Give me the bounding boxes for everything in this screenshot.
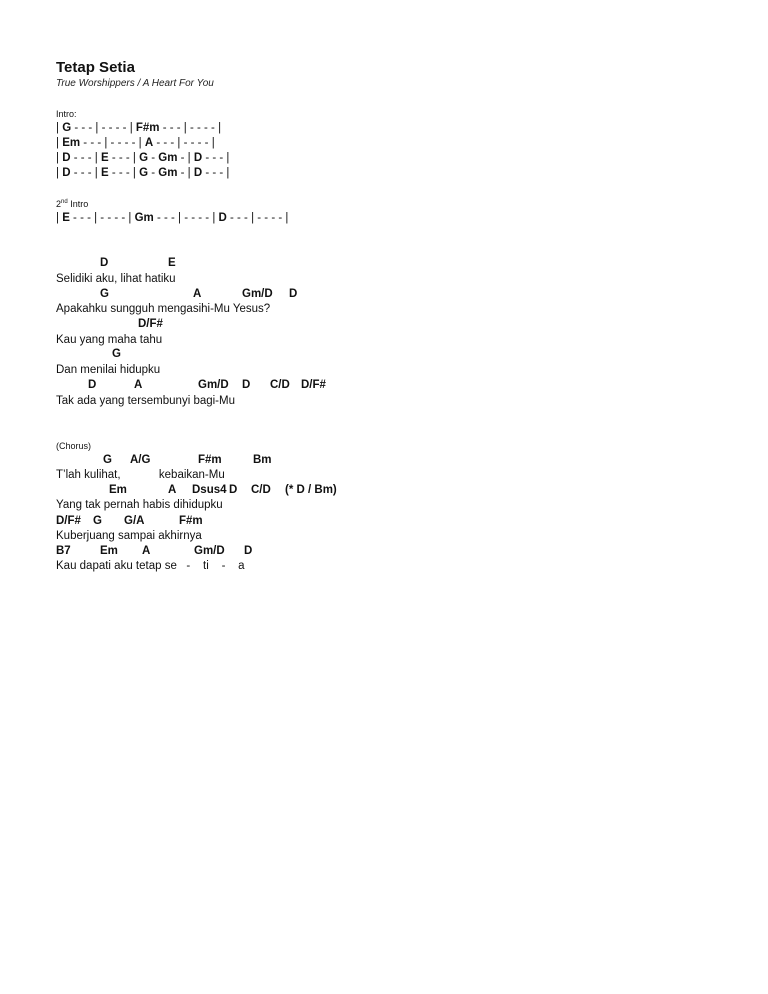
chord-symbol: E xyxy=(62,212,70,224)
chord-symbol: G xyxy=(139,167,149,179)
chord-symbol: G/A xyxy=(124,515,145,527)
intro2-label-sup: nd xyxy=(61,199,68,205)
chord-symbol: Gm xyxy=(158,167,178,179)
intro2-bar-line xyxy=(56,213,288,225)
chord-symbol: D xyxy=(193,167,203,179)
bar-separator: - - - | xyxy=(108,152,140,164)
chord-symbol: C/D xyxy=(270,379,290,391)
chord-symbol: D/F# xyxy=(138,318,163,330)
lyric-line: Kau yang maha tahu xyxy=(56,334,163,346)
chord-symbol: D xyxy=(88,379,97,391)
bar-separator: - - - | xyxy=(70,167,101,179)
intro-bar-line xyxy=(56,138,215,150)
song-subtitle: True Worshippers / A Heart For You xyxy=(56,78,214,89)
chord-symbol: Gm/D xyxy=(242,288,273,300)
bar-separator: - - - | - - - - | xyxy=(226,212,289,224)
chord-symbol: E xyxy=(100,152,109,164)
lyric-line: Yang tak pernah habis dihidupku xyxy=(56,499,223,511)
chord-symbol: F#m xyxy=(179,515,203,527)
chord-symbol: D xyxy=(62,152,71,164)
intro2-label-number: 2 xyxy=(56,199,62,209)
bar-separator: - | xyxy=(177,152,194,164)
chord-symbol: G xyxy=(139,152,149,164)
bar-separator: - - - | - - - - | xyxy=(80,137,145,149)
chord-symbol: E xyxy=(168,257,176,269)
chorus-label: (Chorus) xyxy=(56,441,92,451)
lyric-line: Kau dapati aku tetap se - ti - a xyxy=(56,560,245,572)
chord-symbol: D xyxy=(193,152,203,164)
lyric-line: Tak ada yang tersembunyi bagi-Mu xyxy=(56,395,235,407)
chord-symbol: Gm/D xyxy=(194,545,225,557)
chord-symbol: A xyxy=(142,545,151,557)
chord-symbol: C/D xyxy=(251,484,271,496)
chord-symbol: A xyxy=(144,137,154,149)
chord-symbol: D xyxy=(229,484,238,496)
chord-symbol: F#m xyxy=(135,122,160,134)
chord-symbol: Dsus4 xyxy=(192,484,227,496)
intro-bar-line xyxy=(56,123,221,135)
chord-symbol: D xyxy=(289,288,298,300)
bar-separator: | xyxy=(56,122,63,134)
chord-symbol: D/F# xyxy=(301,379,326,391)
bar-separator: | xyxy=(56,137,63,149)
chord-symbol: G xyxy=(100,288,109,300)
lyric-line: Apakahku sungguh mengasihi-Mu Yesus? xyxy=(56,303,271,315)
intro2-label xyxy=(56,199,88,209)
chord-symbol: A xyxy=(134,379,143,391)
chord-symbol: F#m xyxy=(198,454,222,466)
bar-separator: | xyxy=(56,167,63,179)
bar-separator: - - - | xyxy=(202,167,230,179)
chord-symbol: D xyxy=(218,212,227,224)
chord-symbol: D xyxy=(244,545,253,557)
chord-symbol: D xyxy=(242,379,251,391)
lyric-line: Selidiki aku, lihat hatiku xyxy=(56,273,176,285)
chord-symbol: G xyxy=(112,348,121,360)
bar-separator: - - - | - - - - | xyxy=(153,212,219,224)
chord-symbol: A xyxy=(193,288,202,300)
song-title: Tetap Setia xyxy=(56,59,135,76)
chord-symbol: D/F# xyxy=(56,515,81,527)
chord-symbol: G xyxy=(62,122,72,134)
bar-separator: - - - | xyxy=(202,152,230,164)
chord-symbol: D xyxy=(62,167,71,179)
bar-separator: | xyxy=(56,152,63,164)
bar-separator: | xyxy=(56,212,63,224)
intro2-label-text: Intro xyxy=(67,199,89,209)
chord-symbol: Em xyxy=(109,484,127,496)
chord-symbol: Em xyxy=(100,545,118,557)
bar-separator: - - - | - - - - | xyxy=(159,122,222,134)
bar-separator: - - - | xyxy=(108,167,140,179)
intro-bar-line xyxy=(56,153,229,165)
bar-separator: - - - | xyxy=(70,152,101,164)
chord-symbol: B7 xyxy=(56,545,71,557)
bar-separator: - xyxy=(148,167,159,179)
chord-symbol: Gm xyxy=(134,212,154,224)
lyric-line: Kuberjuang sampai akhirnya xyxy=(56,530,202,542)
intro-bar-line xyxy=(56,168,229,180)
chord-symbol: E xyxy=(100,167,109,179)
lyric-line: T’lah kulihat, kebaikan-Mu xyxy=(56,469,225,481)
intro-label: Intro: xyxy=(56,109,77,119)
chord-symbol: Gm/D xyxy=(198,379,229,391)
bar-separator: - | xyxy=(177,167,194,179)
chord-symbol: Em xyxy=(62,137,81,149)
bar-separator: - xyxy=(148,152,159,164)
lyric-line: Dan menilai hidupku xyxy=(56,364,161,376)
bar-separator: - - - | - - - - | xyxy=(71,122,136,134)
chord-symbol: Gm xyxy=(158,152,178,164)
chord-symbol: G xyxy=(93,515,102,527)
bar-separator: - - - | - - - - | xyxy=(153,137,215,149)
chord-symbol: A/G xyxy=(130,454,151,466)
chord-symbol: Bm xyxy=(253,454,272,466)
bar-separator: - - - | - - - - | xyxy=(69,212,135,224)
chord-symbol: (* D / Bm) xyxy=(285,484,337,496)
chord-symbol: A xyxy=(168,484,177,496)
chord-symbol: G xyxy=(103,454,112,466)
chord-symbol: D xyxy=(100,257,109,269)
